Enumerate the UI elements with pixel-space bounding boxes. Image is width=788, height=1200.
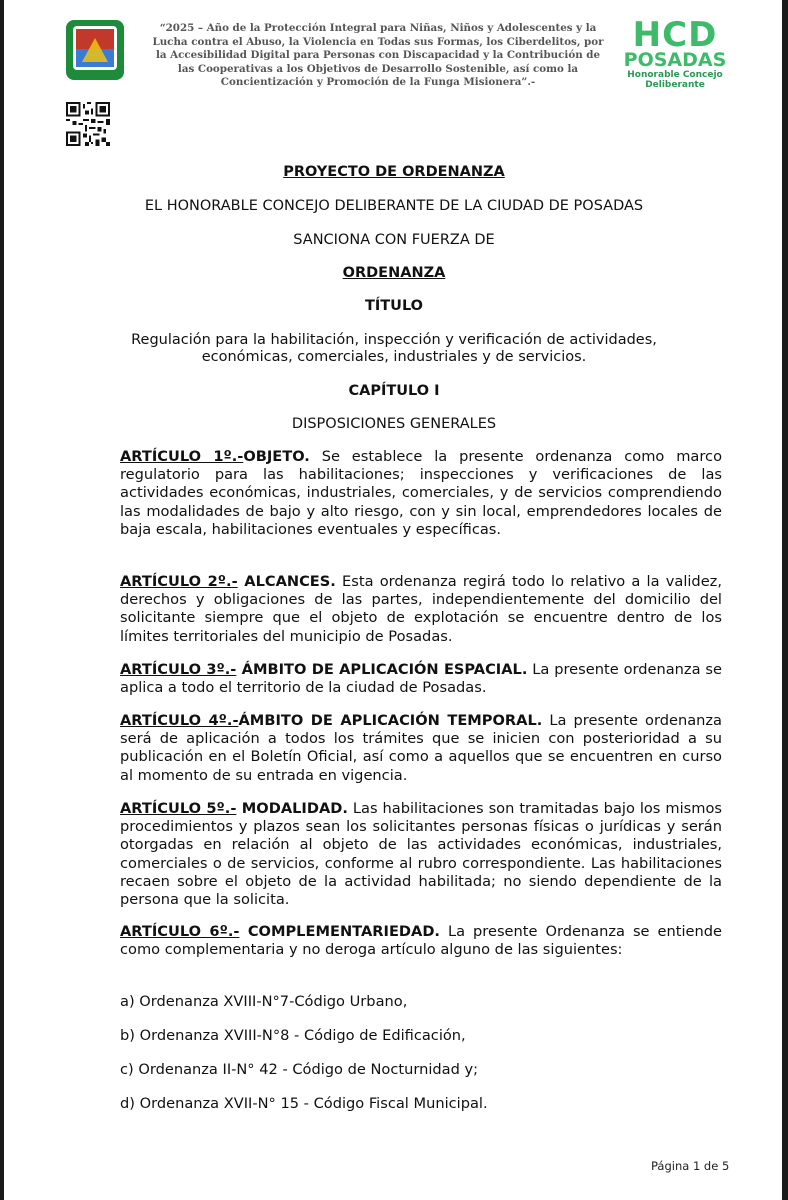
ordinance-type: ORDENANZA (342, 265, 446, 281)
article-heading: ALCANCES. (237, 573, 336, 590)
article-text: La presente ordenanza será de aplicación a todos los trámites que se inicien con posterioridad a su publicación en el Boletín Oficial, así como a aquellos que se encuentren en curso al momento de su entrada en vigencia. (120, 712, 723, 784)
article-heading: ÁMBITO DE APLICACIÓN ESPACIAL. (236, 661, 528, 678)
titulo-label: TÍTULO (365, 298, 423, 314)
titulo-line-2: económicas, comerciales, industriales y de servicios. (201, 349, 587, 365)
article-text: La presente ordenanza se aplica a todo el territorio de la ciudad de Posadas. (120, 661, 723, 697)
list-item: b) Ordenanza XVIII-N°8 - Código de Edificación, (120, 1027, 466, 1044)
hcd-posadas-logo (620, 15, 730, 98)
list-item: d) Ordenanza XVII-N° 15 - Código Fiscal Municipal. (120, 1095, 488, 1112)
logo-main-text: HCD (632, 15, 718, 55)
header-motto: “2025 – Año de la Protección Integral para Niñas, Niños y Adolescentes y la Lucha contra el Abuso, la Violencia en Todas sus Formas, los Ciberdelitos, por la Accesibilidad Digital para Personas con Discapacidad y la Contribución de las Cooperativas a los Objetivos de Desarrollo Sostenible, así como la Concientización y Promoción de la Funga Misionera”.- (152, 22, 604, 89)
article-heading: ÁMBITO DE APLICACIÓN TEMPORAL. (238, 712, 543, 729)
article-6 (120, 923, 722, 959)
qr-code-icon (66, 102, 110, 146)
article-heading: OBJETO. (243, 448, 310, 465)
article-heading: MODALIDAD. (236, 800, 348, 817)
article-number: ARTÍCULO 3º.- (120, 661, 237, 678)
municipal-crest-logo (64, 18, 126, 82)
article-text: La presente Ordenanza se entiende como complementaria y no deroga artículo alguno de las siguientes: (120, 923, 722, 959)
article-number: ARTÍCULO 5º.- (120, 800, 237, 817)
article-heading: COMPLEMENTARIEDAD. (239, 923, 440, 940)
article-4 (120, 712, 722, 785)
article-text: Esta ordenanza regirá todo lo relativo a la validez, derechos y obligaciones de las partes, independientemente del domicilio del solicitante siempre que el objeto de explotación se encuentre dentro de los límites territoriales del municipio de Posadas. (120, 573, 722, 645)
page-number: Página 1 de 5 (651, 1159, 730, 1173)
logo-subtitle-1: Honorable Concejo (627, 70, 723, 80)
sanciona-heading: SANCIONA CON FUERZA DE (293, 232, 495, 248)
titulo-line-1: Regulación para la habilitación, inspección y verificación de actividades, (131, 332, 657, 348)
article-text: Las habilitaciones son tramitadas bajo los mismos procedimientos y plazos sean los solicitantes personas físicas o jurídicas y serán otorgadas en relación al objeto de las actividades económicas, industriales, comerciales o de servicios, conforme al rubro correspondiente. Las habilitaciones recaen sobre el objeto de la actividad habilitada; no siendo dependiente de la persona que la solicita. (120, 800, 722, 909)
chapter-name: DISPOSICIONES GENERALES (291, 416, 497, 432)
chapter-heading: CAPÍTULO I (348, 383, 440, 399)
council-heading: EL HONORABLE CONCEJO DELIBERANTE DE LA CIUDAD DE POSADAS (144, 198, 644, 214)
list-item: a) Ordenanza XVIII-N°7-Código Urbano, (120, 993, 408, 1010)
document-title: PROYECTO DE ORDENANZA (283, 164, 505, 180)
logo-city-text: POSADAS (623, 49, 727, 71)
article-number: ARTÍCULO 4º.- (120, 712, 239, 729)
logo-subtitle-2: Deliberante (645, 80, 705, 90)
article-1 (120, 448, 722, 539)
article-number: ARTÍCULO 2º.- (120, 573, 238, 590)
list-item: c) Ordenanza II-N° 42 - Código de Nocturnidad y; (120, 1061, 479, 1078)
article-number: ARTÍCULO 6º.- (120, 923, 240, 940)
article-3 (120, 661, 722, 697)
article-text: Se establece la presente ordenanza como marco regulatorio para las habilitaciones; inspecciones y verificaciones de las actividades económicas, industriales, comerciales, y de servicios comprendiendo las modalidades de bajo y alto riesgo, con y sin local, emprendedores locales de baja escala, habilitaciones eventuales y específicas. (120, 448, 722, 538)
article-5 (120, 800, 722, 909)
article-2 (120, 573, 722, 646)
article-number: ARTÍCULO 1º.- (120, 448, 244, 465)
